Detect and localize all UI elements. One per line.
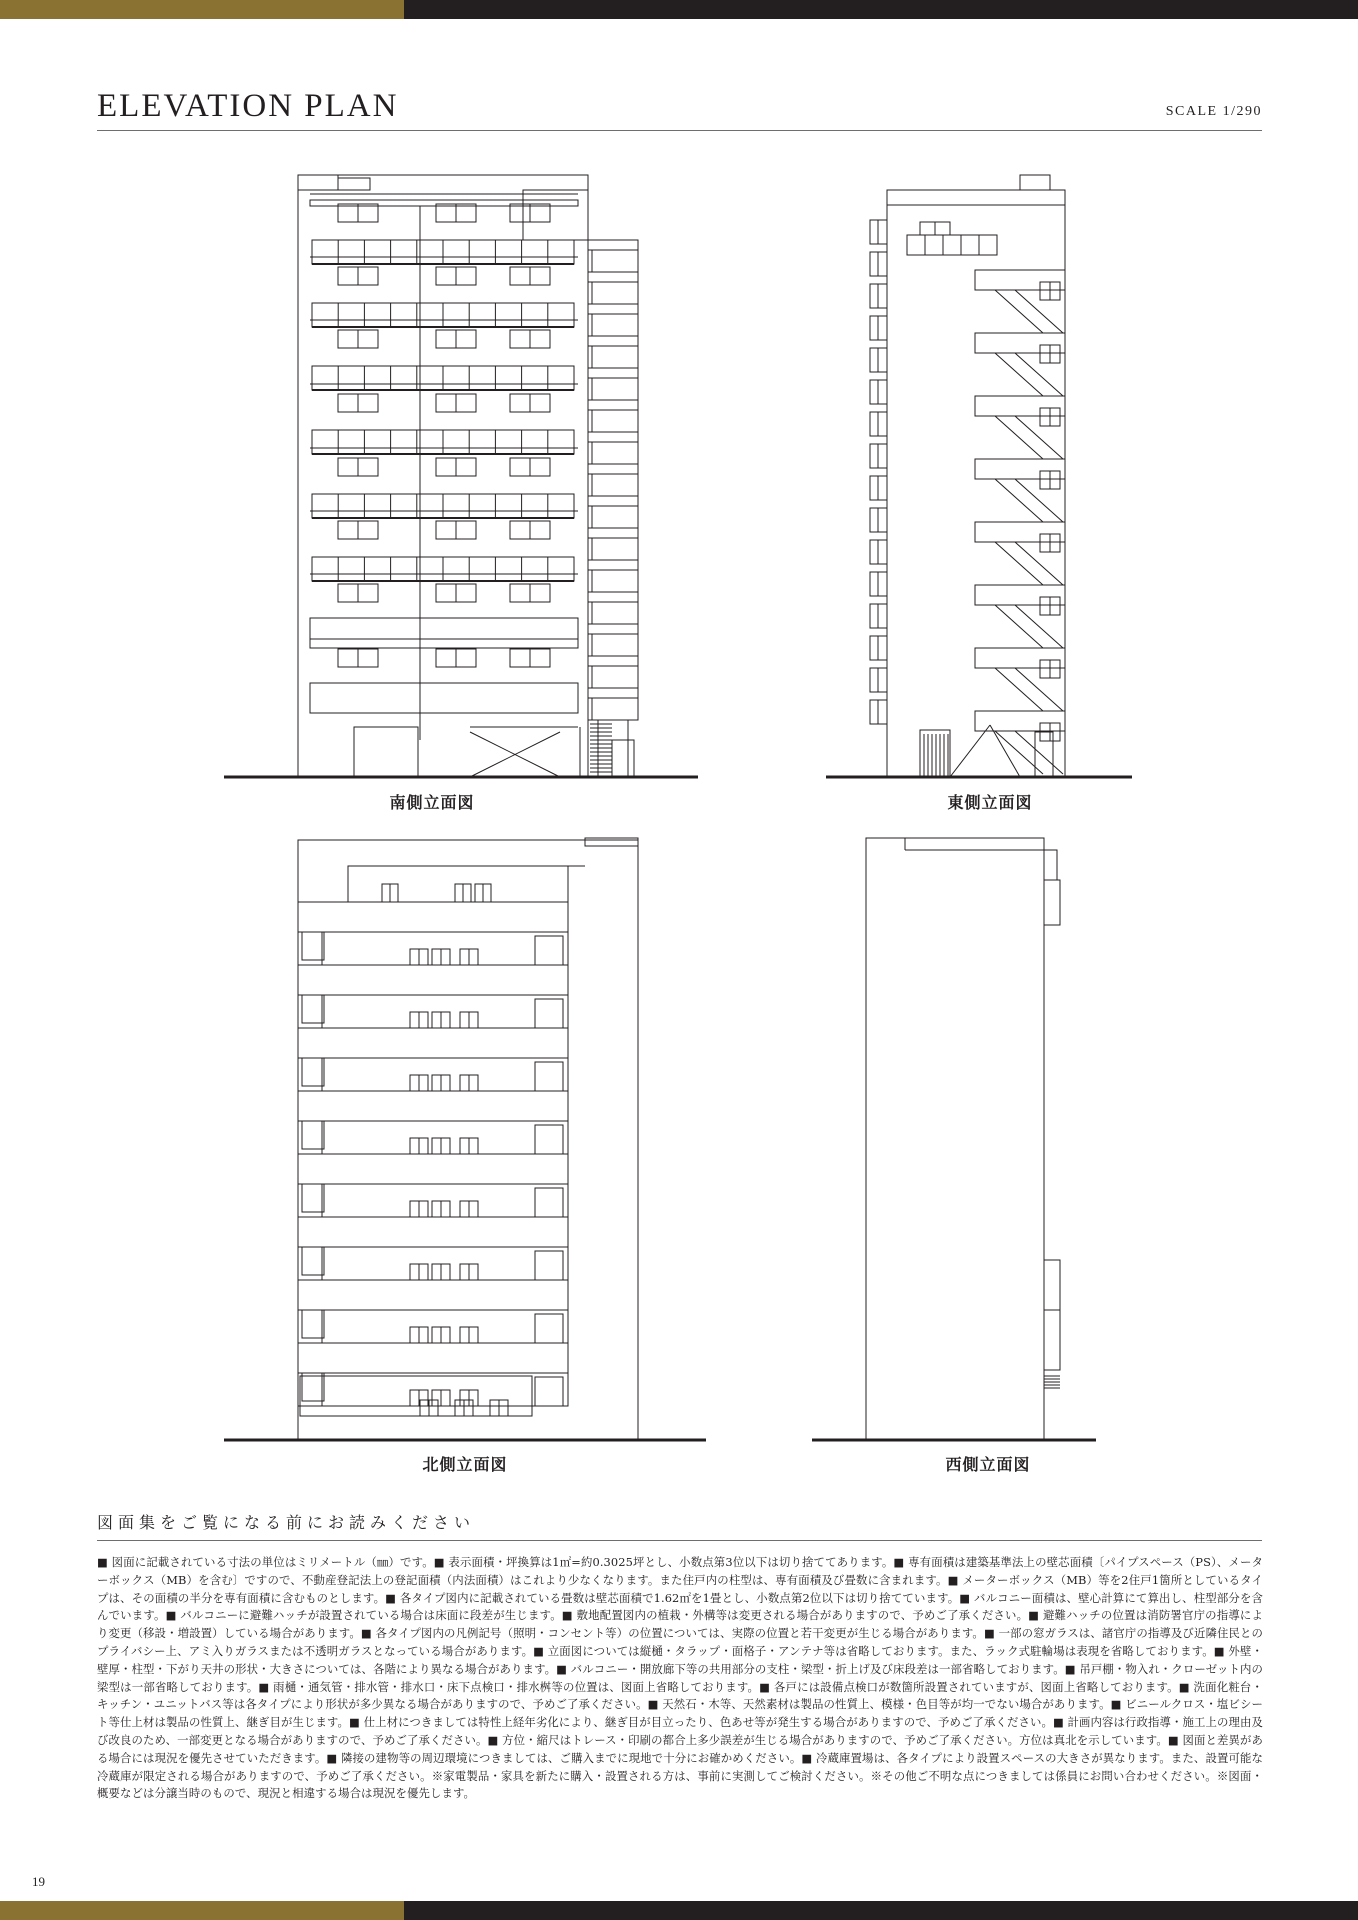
east-elevation-drawing <box>826 175 1132 777</box>
south-elevation-label: 南側立面図 <box>389 793 475 812</box>
notes-body: ■ 図面に記載されている寸法の単位はミリメートル（㎜）です。■ 表示面積・坪換算は1㎡=約0.3025坪とし、小数点第3位以下は切り捨ててあります。■ 専有面積は建築基準法上の壁芯面積〔パイプスペース（PS）、メーターボックス（MB）を含む〕ですので、不動産登記法上の登記面積（内法面積）はこれより少なくなります。また住戸内の柱型は、専有面積及び畳数に含まれます。■ メーターボックス（MB）等を2住戸1箇所としているタイプは、その面積の半分を専有面積に含むものとします。■ 各タイプ図内に記載されている畳数は壁芯面積で1.62㎡を1畳とし、小数点第2位以下は切り捨てています。■ バルコニー面積は、壁心計算にて算出し、柱型部分を含んでいます。■ バルコニーに避難ハッチが設置されている場合は床面に段差が生じます。■ 敷地配置図内の植栽・外構等は変更される場合がありますので、予めご了承ください。■ 避難ハッチの位置は消防署官庁の指導により変更（移設・増設置）している場合があります。■ 各タイプ図内の凡例記号（照明・コンセント等）の位置については、実際の位置と若干変更が生じる場合があります。■ 一部の窓ガラスは、諸官庁の指導及び近隣住民とのプライバシー上、アミ入りガラスまたは不透明ガラスとなっている場合があります。■ 立面図については縦樋・タラップ・面格子・アンテナ等は省略しております。また、ラック式駐輪場は表現を省略しております。■ 外壁・壁厚・柱型・下がり天井の形状・大きさについては、各階により異なる場合があります。■ バルコニー・開放廊下等の共用部分の支柱・梁型・折上げ及び床段差は一部省略しております。■ 吊戸棚・物入れ・クローゼット内の梁型は一部省略しております。■ 雨樋・通気管・排水管・排水口・床下点検口・排水桝等の位置は、図面上省略しております。■ 各戸には設備点検口が数箇所設置されていますが、図面上省略しております。■ 洗面化粧台・キッチン・ユニットバス等は各タイプにより形状が多少異なる場合がありますので、予めご了承ください。■ 天然石・木等、天然素材は製品の性質上、模様・色目等が均一でない場合があります。■ ビニールクロス・塩ビシート等仕上材は製品の性質上、継ぎ目が生じます。■ 仕上材につきましては特性上経年劣化により、継ぎ目が目立ったり、色あせ等が発生する場合がありますので、予めご了承ください。■ 計画内容は行政指導・施工上の理由及び改良のため、一部変更となる場合がありますので、予めご了承ください。■ 方位・縮尺はトレース・印刷の都合上多少誤差が生じる場合がありますので、予めご了承ください。方位は真北を示しています。■ 図面と差異がある場合には現況を優先させていただきます。■ 隣接の建物等の周辺環境につきましては、ご購入までに現地で十分にお確かめください。■ 冷蔵庫置場は、各タイプにより設置スペースの大きさが異なります。また、設置可能な冷蔵庫が限定される場合がありますので、予めご了承ください。※家電製品・家具を新たに購入・設置される方は、事前に実測してご検討ください。※その他ご不明な点につきましては係員にお問い合わせください。※図面・概要などは分譲当時のもので、現況と相違する場合は現況を優先します。 <box>97 1555 1263 1801</box>
page-number: 19 <box>32 1874 45 1889</box>
page-title: ELEVATION PLAN <box>97 88 399 124</box>
west-elevation-label: 西側立面図 <box>945 1455 1031 1474</box>
bottom-bar-dark-segment <box>404 1901 1358 1920</box>
notes-divider <box>97 1540 1262 1541</box>
bottom-decorative-bar <box>0 1901 1358 1920</box>
west-elevation-drawing <box>812 838 1096 1440</box>
scale-label: SCALE 1/290 <box>1165 104 1262 119</box>
north-elevation-label: 北側立面図 <box>422 1455 508 1474</box>
north-elevation-drawing <box>224 838 706 1440</box>
east-elevation-label: 東側立面図 <box>947 793 1033 812</box>
bottom-bar-gold-segment <box>0 1901 404 1920</box>
notes-heading: 図面集をご覧になる前にお読みください <box>97 1513 476 1532</box>
south-elevation-drawing <box>224 175 698 777</box>
